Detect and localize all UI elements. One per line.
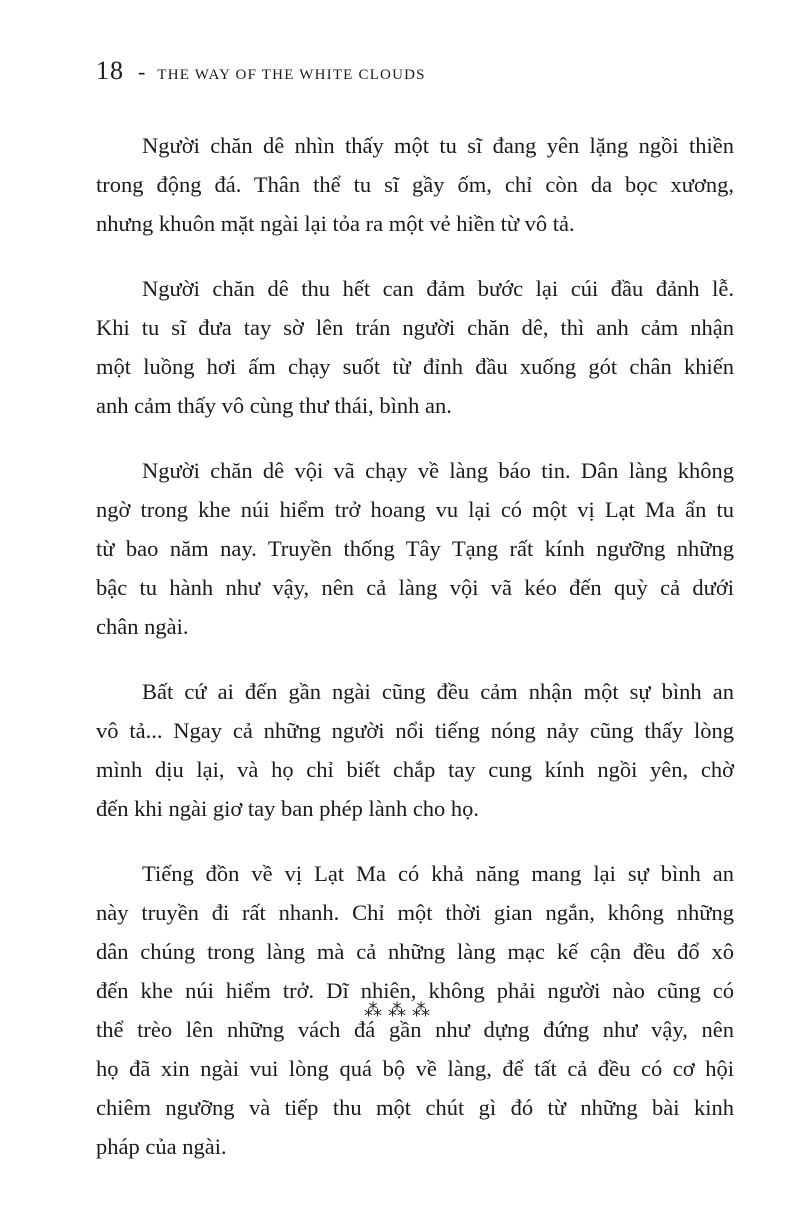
paragraph-2 bbox=[96, 269, 734, 425]
paragraph-3 bbox=[96, 451, 734, 646]
paragraph-4 bbox=[96, 672, 734, 828]
text-line: ngờ trong khe núi hiểm trở hoang vu lại có một vị Lạt Ma ẩn tu bbox=[96, 497, 734, 522]
text-line: chiêm ngưỡng và tiếp thu một chút gì đó từ những bài kinh bbox=[96, 1095, 734, 1120]
text-line: này truyền đi rất nhanh. Chỉ một thời gian ngắn, không những bbox=[96, 900, 734, 925]
section-break-ornament: ⁂⁂⁂ bbox=[364, 1000, 436, 1021]
text-line: nhưng khuôn mặt ngài lại tỏa ra một vẻ hiền từ vô tả. bbox=[96, 211, 575, 236]
text-line: trong động đá. Thân thể tu sĩ gầy ốm, chỉ còn da bọc xương, bbox=[96, 172, 734, 197]
text-line: Tiếng đồn về vị Lạt Ma có khả năng mang lại sự bình an bbox=[142, 861, 734, 886]
body-text bbox=[96, 126, 734, 1192]
text-line: vô tả... Ngay cả những người nổi tiếng nóng nảy cũng thấy lòng bbox=[96, 718, 734, 743]
running-header bbox=[96, 56, 426, 90]
text-line: họ đã xin ngài vui lòng quá bộ về làng, để tất cả đều có cơ hội bbox=[96, 1056, 734, 1081]
text-line: một luồng hơi ấm chạy suốt từ đỉnh đầu xuống gót chân khiến bbox=[96, 354, 734, 379]
paragraph-1 bbox=[96, 126, 734, 243]
page-number: 18 bbox=[96, 56, 124, 85]
text-line: Người chăn dê nhìn thấy một tu sĩ đang yên lặng ngồi thiền bbox=[142, 133, 734, 158]
text-line: mình dịu lại, và họ chỉ biết chắp tay cung kính ngồi yên, chờ bbox=[96, 757, 734, 782]
text-line: Người chăn dê vội vã chạy về làng báo tin. Dân làng không bbox=[142, 458, 734, 483]
text-line: Bất cứ ai đến gần ngài cũng đều cảm nhận một sự bình an bbox=[142, 679, 734, 704]
text-line: từ bao năm nay. Truyền thống Tây Tạng rất kính ngưỡng những bbox=[96, 536, 734, 561]
text-line: đến khi ngài giơ tay ban phép lành cho họ. bbox=[96, 796, 480, 821]
text-line: bậc tu hành như vậy, nên cả làng vội vã kéo đến quỳ cả dưới bbox=[96, 575, 734, 600]
text-line: đến khe núi hiểm trở. Dĩ nhiên, không phải người nào cũng có bbox=[96, 978, 734, 1003]
text-line: dân chúng trong làng mà cả những làng mạc kế cận đều đổ xô bbox=[96, 939, 734, 964]
text-line: chân ngài. bbox=[96, 614, 189, 639]
text-line: thể trèo lên những vách đá gần như dựng đứng như vậy, nên bbox=[96, 1017, 734, 1042]
book-title: THE WAY OF THE WHITE CLOUDS bbox=[157, 67, 426, 83]
text-line: Khi tu sĩ đưa tay sờ lên trán người chăn dê, thì anh cảm nhận bbox=[96, 315, 734, 340]
text-line: Người chăn dê thu hết can đảm bước lại cúi đầu đảnh lễ. bbox=[142, 276, 734, 301]
header-separator: - bbox=[138, 59, 146, 84]
text-line: pháp của ngài. bbox=[96, 1134, 227, 1159]
text-line: anh cảm thấy vô cùng thư thái, bình an. bbox=[96, 393, 452, 418]
